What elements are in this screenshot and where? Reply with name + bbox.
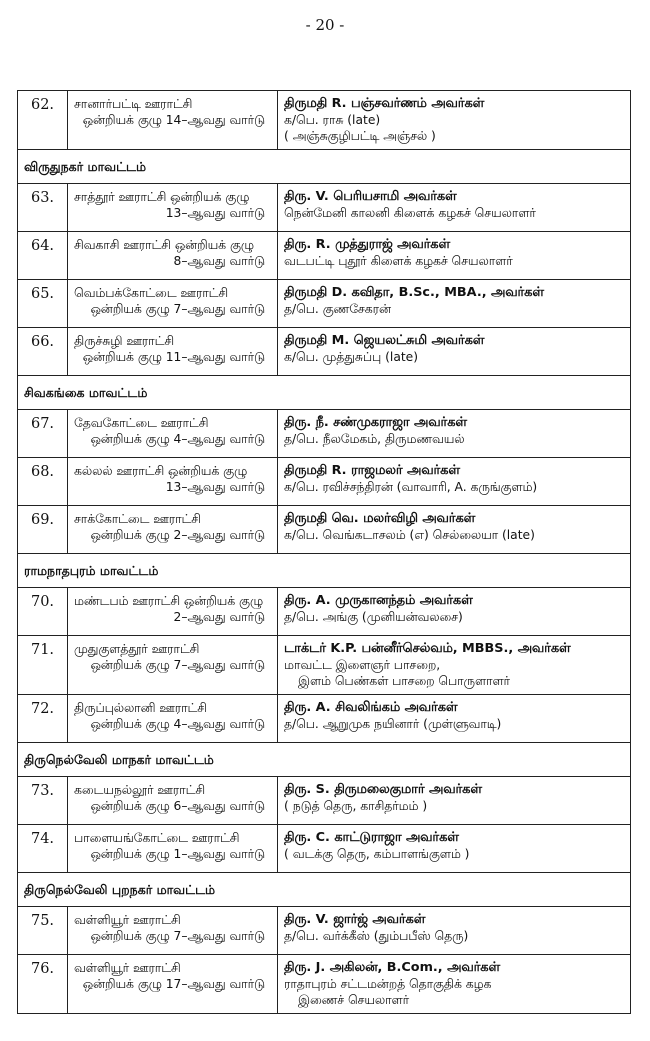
candidate-name: திருமதி வெ. மலர்விழி அவர்கள் (284, 511, 476, 526)
constituency-cell (68, 777, 278, 825)
constituency-line-2: ஒன்றியக் குழு 2–ஆவது வார்டு (90, 528, 265, 542)
candidate-detail: இணைச் செயலாளர் (298, 993, 410, 1007)
candidate-name: திரு. V. ஜார்ஜ் அவர்கள் (284, 912, 426, 927)
constituency-line-2: ஒன்றியக் குழு 11–ஆவது வார்டு (82, 350, 265, 364)
serial-number: 74. (18, 825, 68, 873)
table-row (18, 695, 631, 743)
constituency-cell (68, 232, 278, 280)
table-row (18, 410, 631, 458)
candidate-detail: ராதாபுரம் சட்டமன்றத் தொகுதிக் கழக (284, 977, 492, 991)
candidate-detail: த/பெ. ஆறுமுக நயினார் (முள்ளுவாடி) (284, 717, 502, 731)
constituency-cell (68, 907, 278, 955)
constituency-line-2: ஒன்றியக் குழு 7–ஆவது வார்டு (90, 302, 265, 316)
serial-number: 71. (18, 636, 68, 695)
candidate-cell (278, 280, 631, 328)
constituency-cell (68, 588, 278, 636)
constituency-line-1: பாளையங்கோட்டை ஊராட்சி (74, 831, 240, 845)
district-heading: சிவகங்கை மாவட்டம் (18, 376, 631, 410)
candidate-cell (278, 636, 631, 695)
table-row (18, 907, 631, 955)
constituency-cell (68, 458, 278, 506)
candidate-name: திருமதி R. பஞ்சவர்ணம் அவர்கள் (284, 96, 485, 111)
constituency-line-2: ஒன்றியக் குழு 4–ஆவது வார்டு (90, 717, 265, 731)
candidate-name: திரு. நீ. சண்முகராஜா அவர்கள் (284, 415, 467, 430)
constituency-line-2: ஒன்றியக் குழு 4–ஆவது வார்டு (90, 432, 265, 446)
constituency-line-1: திருச்சுழி ஊராட்சி (74, 334, 174, 348)
constituency-line-2: 2–ஆவது வார்டு (173, 610, 265, 624)
constituency-cell (68, 280, 278, 328)
serial-number: 67. (18, 410, 68, 458)
constituency-line-1: வள்ளியூர் ஊராட்சி (74, 961, 181, 975)
constituency-line-1: கல்லல் ஊராட்சி ஒன்றியக் குழு (74, 464, 248, 478)
constituency-line-2: ஒன்றியக் குழு 7–ஆவது வார்டு (90, 658, 265, 672)
table-row (18, 91, 631, 150)
table-row (18, 280, 631, 328)
district-heading: ராமநாதபுரம் மாவட்டம் (18, 554, 631, 588)
page-number: - 20 - (305, 16, 345, 34)
constituency-line-1: தேவகோட்டை ஊராட்சி (74, 416, 209, 430)
candidate-detail: வடபட்டி புதூர் கிளைக் கழகச் செயலாளர் (284, 254, 513, 268)
constituency-cell (68, 695, 278, 743)
serial-number: 68. (18, 458, 68, 506)
constituency-line-1: சானார்பட்டி ஊராட்சி (74, 97, 193, 111)
candidate-detail: ( நடுத் தெரு, காசிதர்மம் ) (284, 799, 428, 813)
candidate-detail: ( அஞ்சுகுழிபட்டி அஞ்சல் ) (284, 129, 436, 143)
candidate-cell (278, 955, 631, 1014)
table-row (18, 955, 631, 1014)
candidate-cell (278, 777, 631, 825)
table-row (18, 777, 631, 825)
candidate-name: திரு. S. திருமலைகுமார் அவர்கள் (284, 782, 482, 797)
constituency-line-1: சாத்தூர் ஊராட்சி ஒன்றியக் குழு (74, 190, 250, 204)
candidate-name: திருமதி R. ராஜமலர் அவர்கள் (284, 463, 460, 478)
constituency-line-1: மண்டபம் ஊராட்சி ஒன்றியக் குழு (74, 594, 263, 608)
candidate-cell (278, 588, 631, 636)
table-row (18, 328, 631, 376)
candidate-name: திரு. R. முத்துராஜ் அவர்கள் (284, 237, 451, 252)
candidate-detail: க/பெ. முத்துசுப்பு (late) (284, 350, 419, 364)
constituency-line-1: சிவகாசி ஊராட்சி ஒன்றியக் குழு (74, 238, 254, 252)
constituency-cell (68, 184, 278, 232)
constituency-line-1: கடையநல்லூர் ஊராட்சி (74, 783, 205, 797)
serial-number: 69. (18, 506, 68, 554)
candidate-name: திருமதி D. கவிதா, B.Sc., MBA., அவர்கள் (284, 285, 544, 300)
table-row (18, 458, 631, 506)
serial-number: 66. (18, 328, 68, 376)
table-row (18, 588, 631, 636)
constituency-line-2: ஒன்றியக் குழு 1–ஆவது வார்டு (90, 847, 265, 861)
constituency-cell (68, 91, 278, 150)
district-heading: விருதுநகர் மாவட்டம் (18, 150, 631, 184)
district-heading: திருநெல்வேலி மாநகர் மாவட்டம் (18, 743, 631, 777)
constituency-line-1: வெம்பக்கோட்டை ஊராட்சி (74, 286, 229, 300)
constituency-cell (68, 506, 278, 554)
constituency-line-2: ஒன்றியக் குழு 7–ஆவது வார்டு (90, 929, 265, 943)
candidate-cell (278, 328, 631, 376)
candidate-detail: ( வடக்கு தெரு, கம்பாளங்குளம் ) (284, 847, 470, 861)
candidate-cell (278, 695, 631, 743)
constituency-line-1: திருப்புல்லானி ஊராட்சி (74, 701, 207, 715)
candidate-name: டாக்டர் K.P. பன்னீர்செல்வம், MBBS., அவர்கள் (284, 641, 571, 656)
candidate-detail: க/பெ. ராசு (late) (284, 113, 381, 127)
constituency-line-1: முதுகுளத்தூர் ஊராட்சி (74, 642, 200, 656)
candidate-detail: த/பெ. அங்கு (முனியன்வலசை) (284, 610, 463, 624)
candidate-detail: த/பெ. வர்க்கீஸ் (தும்பபீஸ் தெரு) (284, 929, 469, 943)
candidate-detail: நென்மேனி காலனி கிளைக் கழகச் செயலாளர் (284, 206, 536, 220)
candidate-cell (278, 232, 631, 280)
table-row (18, 184, 631, 232)
district-heading-row (18, 743, 631, 777)
candidate-cell (278, 184, 631, 232)
candidate-cell (278, 91, 631, 150)
candidate-cell (278, 506, 631, 554)
serial-number: 73. (18, 777, 68, 825)
candidate-detail: க/பெ. ரவிச்சந்திரன் (வாவாரி, A. கருங்குளம்) (284, 480, 538, 494)
candidate-name: திரு. A. முருகானந்தம் அவர்கள் (284, 593, 473, 608)
candidate-cell (278, 907, 631, 955)
constituency-cell (68, 825, 278, 873)
serial-number: 70. (18, 588, 68, 636)
table-row (18, 825, 631, 873)
constituency-line-2: ஒன்றியக் குழு 14–ஆவது வார்டு (82, 113, 265, 127)
candidate-name: திருமதி M. ஜெயலட்சுமி அவர்கள் (284, 333, 485, 348)
candidate-name: திரு. V. பெரியசாமி அவர்கள் (284, 189, 457, 204)
appointments-table (17, 90, 631, 1014)
constituency-line-1: சாக்கோட்டை ஊராட்சி (74, 512, 201, 526)
district-heading: திருநெல்வேலி புறநகர் மாவட்டம் (18, 873, 631, 907)
serial-number: 63. (18, 184, 68, 232)
serial-number: 62. (18, 91, 68, 150)
district-heading-row (18, 554, 631, 588)
serial-number: 76. (18, 955, 68, 1014)
constituency-line-2: 8–ஆவது வார்டு (173, 254, 265, 268)
candidate-detail: க/பெ. வெங்கடாசலம் (எ) செல்லையா (late) (284, 528, 535, 542)
constituency-line-2: ஒன்றியக் குழு 6–ஆவது வார்டு (90, 799, 265, 813)
table-body (18, 91, 631, 1014)
district-heading-row (18, 150, 631, 184)
constituency-line-2: ஒன்றியக் குழு 17–ஆவது வார்டு (82, 977, 265, 991)
constituency-cell (68, 328, 278, 376)
candidate-detail: இளம் பெண்கள் பாசறை பொருளாளர் (298, 674, 510, 688)
table-row (18, 506, 631, 554)
constituency-line-1: வள்ளியூர் ஊராட்சி (74, 913, 181, 927)
candidate-detail: த/பெ. நீலமேகம், திருமணவயல் (284, 432, 465, 446)
constituency-line-2: 13–ஆவது வார்டு (165, 206, 265, 220)
candidate-name: திரு. J. அகிலன், B.Com., அவர்கள் (284, 960, 500, 975)
candidate-detail: த/பெ. குணசேகரன் (284, 302, 391, 316)
serial-number: 72. (18, 695, 68, 743)
candidate-cell (278, 825, 631, 873)
candidate-name: திரு. A. சிவலிங்கம் அவர்கள் (284, 700, 458, 715)
table-row (18, 232, 631, 280)
constituency-cell (68, 410, 278, 458)
constituency-line-2: 13–ஆவது வார்டு (165, 480, 265, 494)
district-heading-row (18, 376, 631, 410)
constituency-cell (68, 636, 278, 695)
serial-number: 65. (18, 280, 68, 328)
serial-number: 64. (18, 232, 68, 280)
table-row (18, 636, 631, 695)
district-heading-row (18, 873, 631, 907)
candidate-cell (278, 410, 631, 458)
candidate-cell (278, 458, 631, 506)
candidate-detail: மாவட்ட இளைஞர் பாசறை, (284, 658, 441, 672)
serial-number: 75. (18, 907, 68, 955)
candidate-name: திரு. C. காட்டுராஜா அவர்கள் (284, 830, 459, 845)
constituency-cell (68, 955, 278, 1014)
